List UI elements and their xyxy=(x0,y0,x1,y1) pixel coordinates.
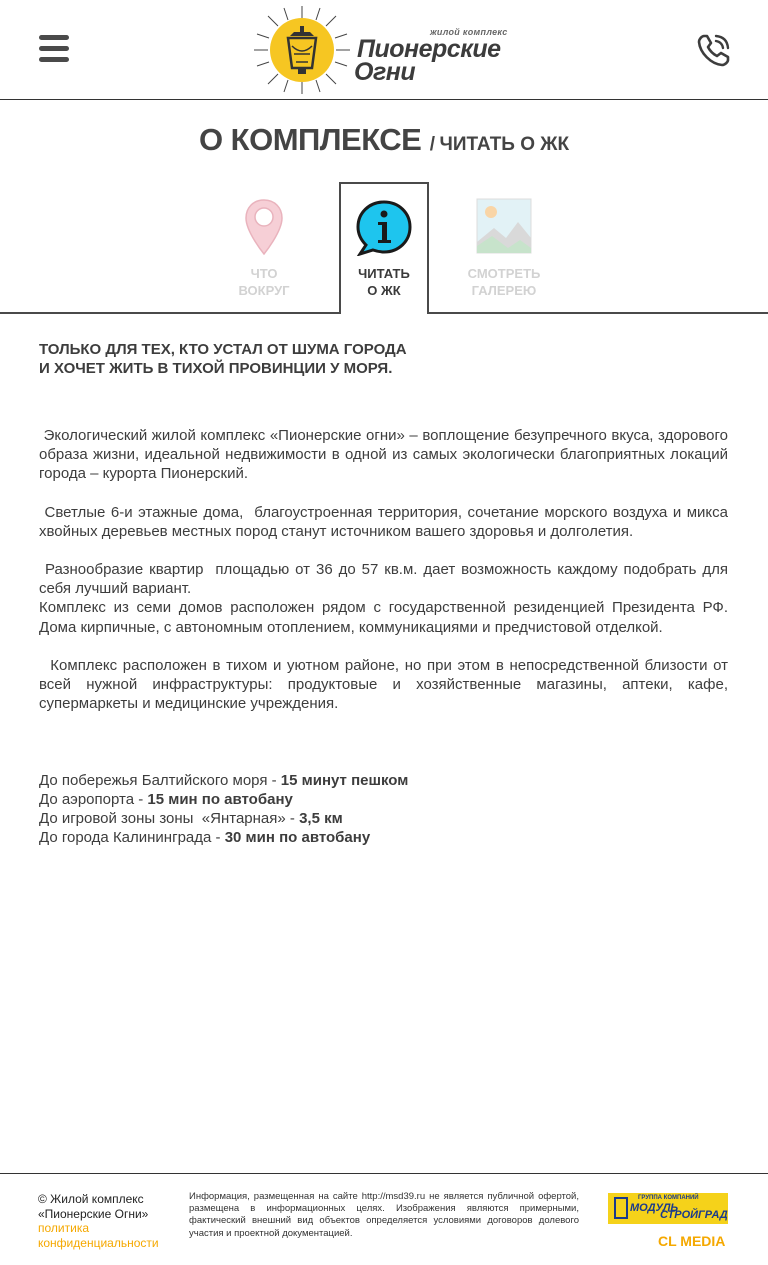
privacy-policy-link[interactable]: политика конфиденциальности xyxy=(38,1221,159,1250)
logo-title-line2: Огни xyxy=(354,58,416,86)
paragraph-1: Экологический жилой комплекс «Пионерские огни» – воплощение безупречного вкуса, здорового образа жизни, идеальной недвижимости в одной из самых экологически благоприятных локаций города – курорта Пионерский. xyxy=(39,427,733,483)
paragraph-5: Комплекс расположен в тихом и уютном районе, но при этом в непосредственной близости от всей нужной инфраструктуры: продуктовые и хозяйственные магазины, аптеки, кафе, супермаркеты и медицинские учреждения. xyxy=(39,656,733,713)
tab-surroundings[interactable] xyxy=(219,190,309,313)
modul-stroygrad-logo[interactable]: ГРУППА КОМПАНИЙ МОДУЛЬ СТРОЙГРАД xyxy=(608,1193,728,1224)
page-title-main: О КОМПЛЕКСЕ xyxy=(198,122,422,157)
lantern-logo-icon xyxy=(254,6,350,94)
tab-about[interactable] xyxy=(339,182,429,314)
phone-icon[interactable] xyxy=(697,33,731,67)
info-icon xyxy=(356,200,412,256)
distance-item: До аэропорта - 15 мин по автобану xyxy=(39,791,293,809)
menu-icon[interactable] xyxy=(39,35,69,62)
paragraph-4: Комплекс из семи домов расположен рядом с государственной резиденцией Президента РФ. Дома кирпичные, с автономным отоплением, коммуникациями и предчистовой отделкой. xyxy=(39,599,733,636)
about-content xyxy=(39,340,733,847)
tab-gallery[interactable] xyxy=(459,190,549,313)
breadcrumb-current: ЧИТАТЬ О ЖК xyxy=(439,134,570,155)
lead-text xyxy=(39,340,728,378)
distance-item: До города Калининграда - 30 мин по автобану xyxy=(39,829,371,847)
logo-title-line1: Пионерские xyxy=(357,35,501,63)
breadcrumb-separator: / xyxy=(429,134,436,155)
logo-subtitle: жилой комплекс xyxy=(430,27,508,37)
distances-list xyxy=(39,771,728,847)
modul-logo-mark-icon xyxy=(614,1197,628,1219)
cl-media-logo[interactable]: CL MEDIA xyxy=(658,1233,726,1249)
distance-item: До игровой зоны зоны «Янтарная» - 3,5 км xyxy=(39,810,343,828)
paragraph-3: Разнообразие квартир площадью от 36 до 57 кв.м. дает возможность каждому подобрать для себя лучший вариант. xyxy=(39,561,733,598)
tab-about-label: ЧИТАТЬ О ЖК xyxy=(358,266,410,298)
copyright: © Жилой комплекс «Пионерские Огни» политика конфиденциальности xyxy=(38,1192,178,1250)
lead-line-1: ТОЛЬКО ДЛЯ ТЕХ, КТО УСТАЛ ОТ ШУМА ГОРОДА xyxy=(39,341,407,358)
image-icon xyxy=(476,198,532,254)
disclaimer-text: Информация, размещенная на сайте http://msd39.ru не является публичной офертой, размещена в информационных целях. Изображения являются примерными, фактический внешний вид объектов определяется условиями договоров долевого участия и проектной документацией. xyxy=(189,1191,579,1239)
map-pin-icon xyxy=(244,198,284,256)
logo[interactable] xyxy=(254,6,516,94)
tab-surroundings-label: ЧТО ВОКРУГ xyxy=(238,266,290,298)
tab-gallery-label: СМОТРЕТЬ ГАЛЕРЕЮ xyxy=(467,266,541,298)
page-title xyxy=(0,122,768,158)
lead-line-2: И ХОЧЕТ ЖИТЬ В ТИХОЙ ПРОВИНЦИИ У МОРЯ. xyxy=(39,360,393,377)
paragraph-2: Светлые 6-и этажные дома, благоустроенная территория, сочетание морского воздуха и микса хвойных деревьев местных пород станут источником вашего здоровья и долголетия. xyxy=(39,503,733,540)
header xyxy=(0,0,768,100)
footer-divider xyxy=(0,1173,768,1174)
distance-item: До побережья Балтийского моря - 15 минут пешком xyxy=(39,772,409,790)
